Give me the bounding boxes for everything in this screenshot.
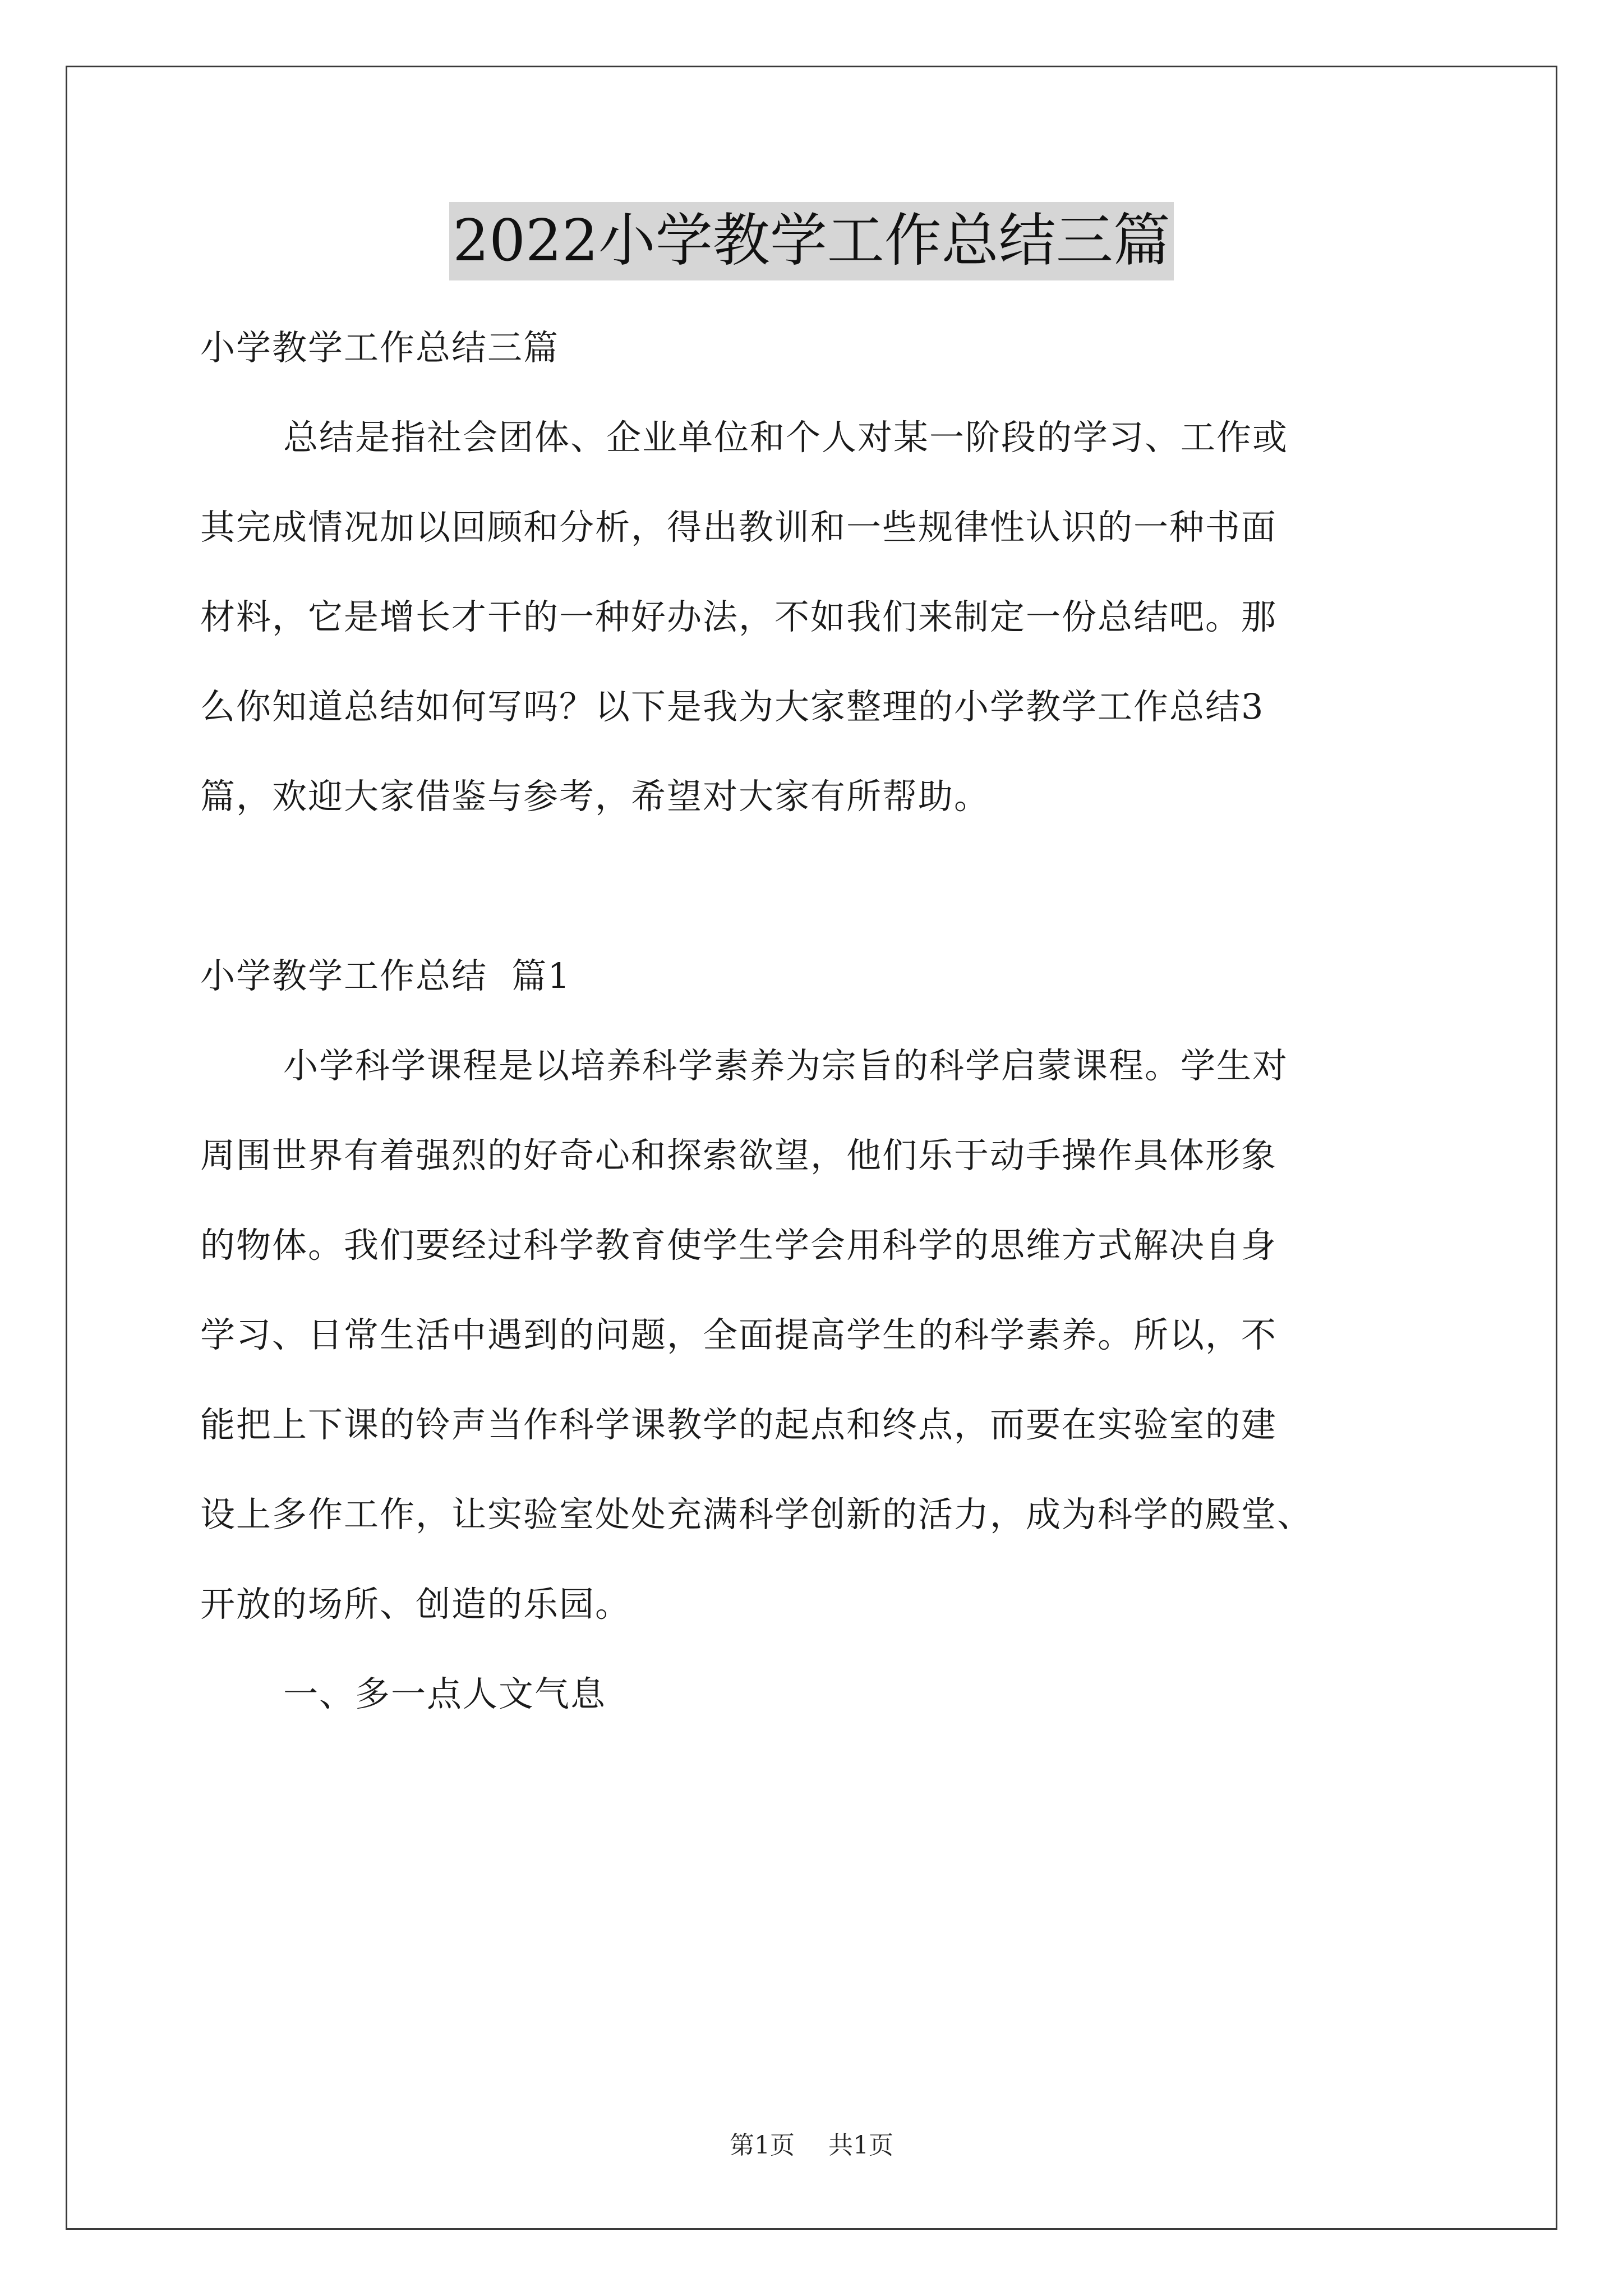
subtitle: 小学教学工作总结三篇 (200, 327, 560, 368)
section-line: 学习、日常生活中遇到的问题，全面提高学生的科学素养。所以，不 (200, 1314, 1278, 1355)
point-heading: 一、多一点人文气息 (283, 1673, 607, 1714)
intro-line: 其完成情况加以回顾和分析，得出教训和一些规律性认识的一种书面 (200, 507, 1278, 547)
page-number: 第1页 (730, 2131, 795, 2160)
section-line: 开放的场所、创造的乐园。 (200, 1584, 631, 1625)
intro-line: 么你知道总结如何写吗？以下是我为大家整理的小学教学工作总结3 (200, 686, 1265, 727)
paragraph-gap (200, 841, 1434, 931)
section-line: 周围世界有着强烈的好奇心和探索欲望，他们乐于动手操作具体形象 (200, 1135, 1278, 1176)
document-body (200, 303, 1434, 1739)
intro-line: 材料，它是增长才干的一种好办法，不如我们来制定一份总结吧。那 (200, 596, 1278, 637)
intro-line: 总结是指社会团体、企业单位和个人对某一阶段的学习、工作或 (283, 417, 1289, 458)
intro-line: 篇，欢迎大家借鉴与参考，希望对大家有所帮助。 (200, 776, 990, 817)
section-line: 设上多作工作，让实验室处处充满科学创新的活力，成为科学的殿堂、 (200, 1494, 1313, 1535)
section-line: 小学科学课程是以培养科学素养为宗旨的科学启蒙课程。学生对 (283, 1045, 1289, 1086)
document-title: 2022小学教学工作总结三篇 (449, 202, 1174, 280)
title-container (0, 202, 1623, 280)
page-total: 共1页 (828, 2131, 893, 2160)
section-heading: 小学教学工作总结 篇1 (200, 955, 571, 996)
section-line: 能把上下课的铃声当作科学课教学的起点和终点，而要在实验室的建 (200, 1404, 1278, 1445)
section-line: 的物体。我们要经过科学教育使学生学会用科学的思维方式解决自身 (200, 1225, 1278, 1266)
page-footer (0, 2129, 1623, 2162)
